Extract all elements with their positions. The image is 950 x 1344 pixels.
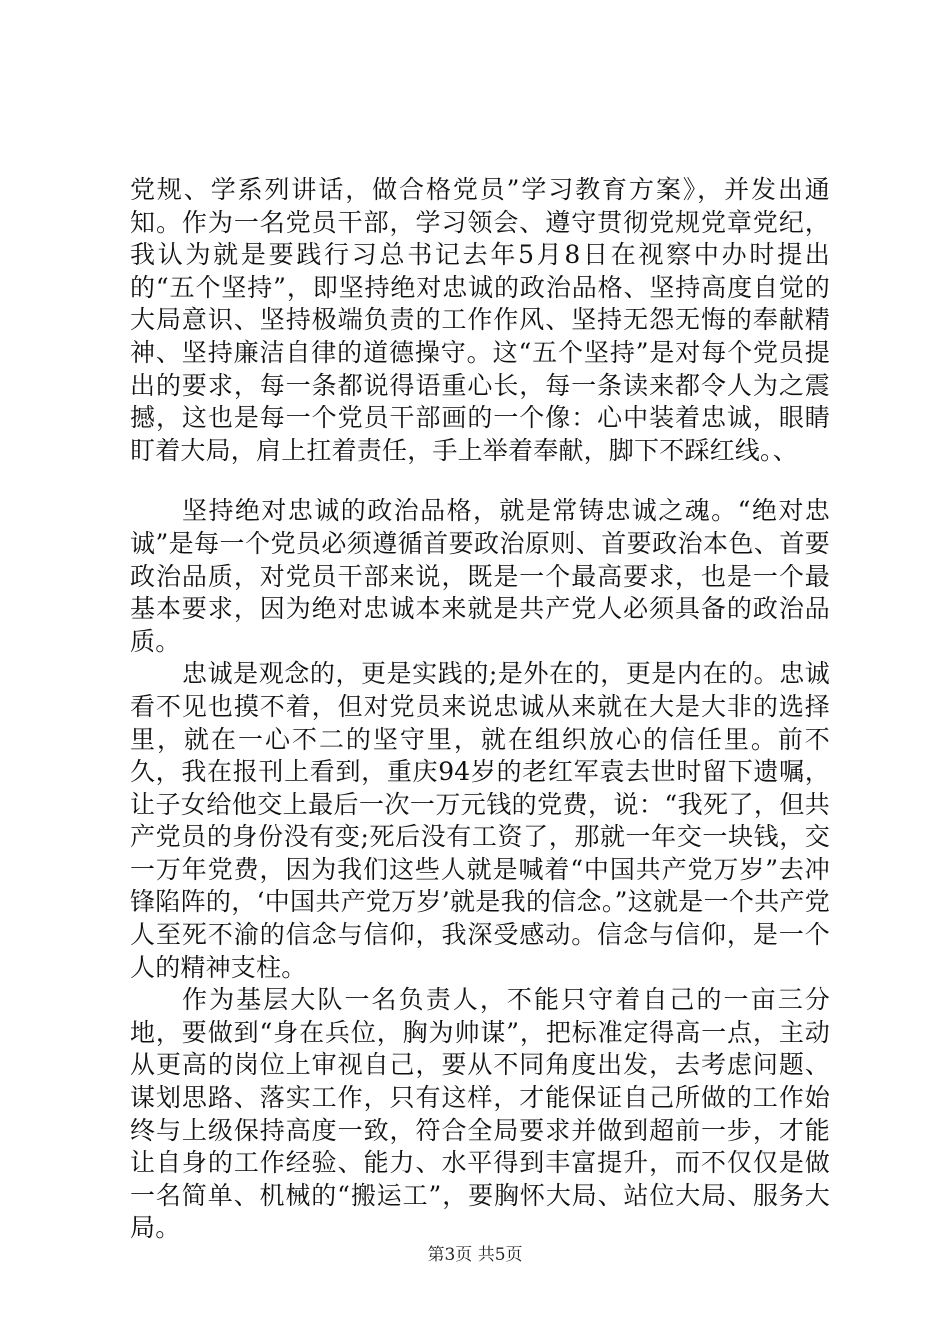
page-footer: 第3页 共5页 bbox=[427, 1245, 523, 1265]
paragraph-gap bbox=[130, 467, 830, 495]
paragraph-responsibility: 作为基层大队一名负责人，不能只守着自己的一亩三分地，要做到“身在兵位，胸为帅谋”，把标准定得高一点，主动从更高的岗位上审视自己，要从不同角度出发，去考虑问题、谋划思路、落实工作，只有这样，才能保证自己所做的工作始终与上级保持高度一致，符合全局要求并做到超前一步，才能让自身的工作经验、能力、水平得到丰富提升，而不仅仅是做一名简单、机械的“搬运工”，要胸怀大局、站位大局、服务大局。 bbox=[130, 985, 830, 1243]
document-body bbox=[130, 174, 830, 1245]
paragraph-intro: 党规、学系列讲话，做合格党员”学习教育方案》，并发出通知。作为一名党员干部，学习领会、遵守贯彻党规党章党纪，我认为就是要践行习总书记去年5月8日在视察中办时提出的“五个坚持”，即坚持绝对忠诚的政治品格、坚持高度自觉的大局意识、坚持极端负责的工作作风、坚持无怨无悔的奉献精神、坚持廉洁自律的道德操守。这“五个坚持”是对每个党员提出的要求，每一条都说得语重心长，每一条读来都令人为之震撼，这也是每一个党员干部画的一个像：心中装着忠诚，眼睛盯着大局，肩上扛着责任，手上举着奉献，脚下不踩红线。、 bbox=[130, 175, 830, 465]
paragraph-loyalty: 坚持绝对忠诚的政治品格，就是常铸忠诚之魂。“绝对忠诚”是每一个党员必须遵循首要政治原则、首要政治本色、首要政治品质，对党员干部来说，既是一个最高要求，也是一个最基本要求，因为绝对忠诚本来就是共产党人必须具备的政治品质。 bbox=[130, 496, 830, 656]
paragraph-practice: 忠诚是观念的，更是实践的;是外在的，更是内在的。忠诚看不见也摸不着，但对党员来说忠诚从来就在大是大非的选择里，就在一心不二的坚守里，就在组织放心的信任里。前不久，我在报刊上看到，重庆94岁的老红军袁去世时留下遗嘱，让子女给他交上最后一次一万元钱的党费，说：“我死了，但共产党员的身份没有变;死后没有工资了，那就一年交一块钱，交一万年党费，因为我们这些人就是喊着“中国共产党万岁”去冲锋陷阵的，‘中国共产党万岁’就是我的信念。”这就是一个共产党人至死不渝的信念与信仰，我深受感动。信念与信仰，是一个人的精神支柱。 bbox=[130, 659, 830, 982]
